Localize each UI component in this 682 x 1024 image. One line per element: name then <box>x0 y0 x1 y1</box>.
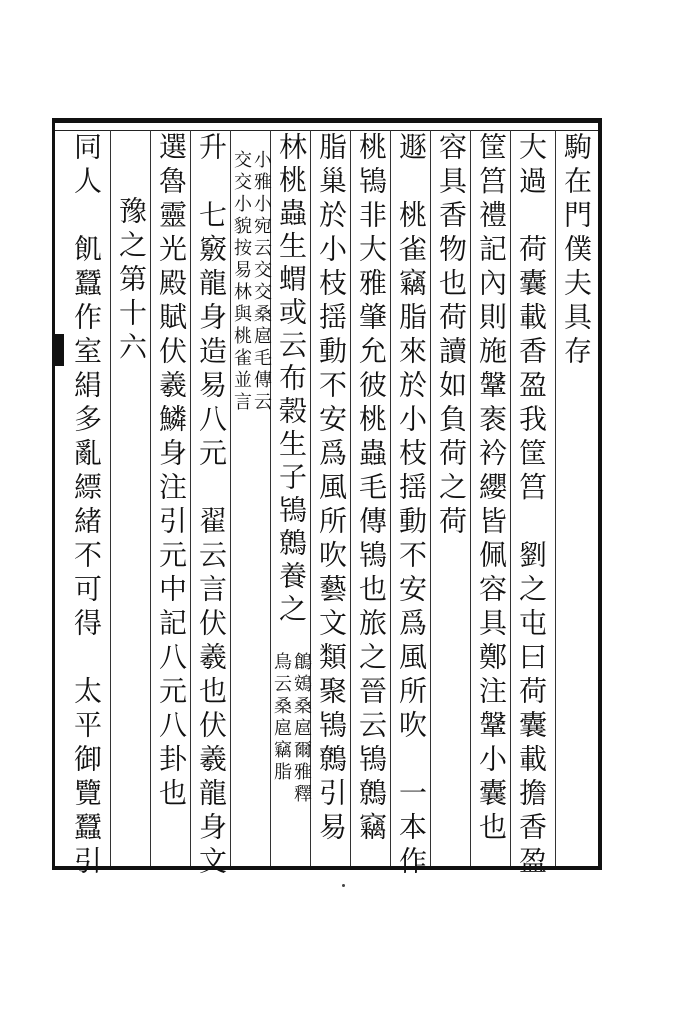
text-column-8: 林桃蟲生蝟或云布榖生子鴇鷯養之 <box>275 132 308 627</box>
fish-tail-mark <box>54 334 64 366</box>
text-column-5: 遯 桃雀竊脂來於小枝揺動不安爲風所吹 一本作 <box>395 132 428 880</box>
annotation-column-8b: 鳥云桑扈竊脂 <box>271 652 292 784</box>
text-column-7: 脂巢於小枝揺動不安爲風所吹藝文類聚鴇鷯引易 <box>315 132 348 846</box>
column-rule <box>555 130 556 866</box>
text-column-6: 桃鴇非大雅肇允彼桃蟲毛傳鴇也旅之晉云鴇鷯竊 <box>355 132 388 846</box>
text-column-4: 容具香物也荷讀如負荷之荷 <box>435 132 468 540</box>
column-rule <box>470 130 471 866</box>
column-rule <box>430 130 431 866</box>
text-column-3: 筐筥禮記內則施鞶袠衿纓皆佩容具鄭注鞶小囊也 <box>475 132 508 846</box>
page-speck <box>342 884 345 887</box>
column-rule <box>150 130 151 866</box>
chapter-heading: 豫之第十六 <box>115 196 148 366</box>
column-rule <box>110 130 111 866</box>
annotation-column-9b: 交交小貌按易林與桃雀並言 <box>231 150 252 414</box>
text-column-10: 升 七竅龍身造易八元 翟云言伏羲也伏羲龍身文 <box>195 132 228 880</box>
column-rule <box>510 130 511 866</box>
annotation-column-9a: 小雅小宛云交交桑扈毛傳云 <box>251 150 272 414</box>
text-column-2: 大過 荷囊載香盈我筐筥 劉之屯曰荷囊載擔香盈 <box>515 132 548 880</box>
text-column-13: 同人 飢蠶作室絹多亂縹緒不可得 太平御覽蠶引 <box>70 132 103 880</box>
text-column-11: 選魯靈光殿賦伏羲鱗身注引元中記八元八卦也 <box>155 132 188 812</box>
column-rule <box>350 130 351 866</box>
text-column-1: 駒在門僕夫具存 <box>560 132 593 370</box>
column-rule <box>390 130 391 866</box>
annotation-column-8a: 鶬鴳桑扈爾雅釋 <box>291 652 312 806</box>
column-rule <box>190 130 191 866</box>
